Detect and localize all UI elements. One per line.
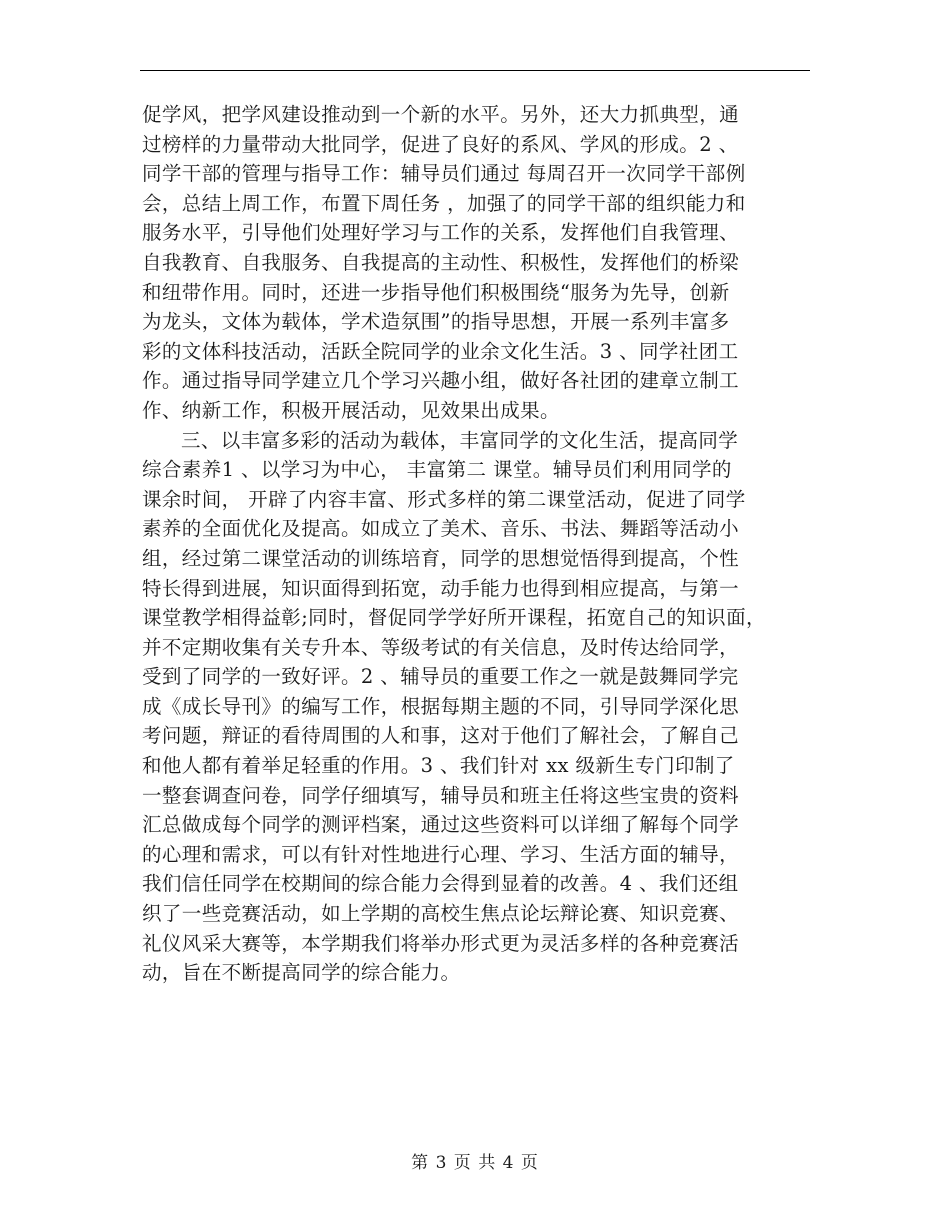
text-line: 并不定期收集有关专升本、等级考试的有关信息，及时传达给同学， bbox=[142, 635, 740, 659]
text-line: 一整套调查问卷，同学仔细填写，辅导员和班主任将这些宝贵的资料 bbox=[142, 783, 740, 807]
text-line: 和他人都有着举足轻重的作用。3 、我们针对 xx 级新生专门印制了 bbox=[142, 754, 735, 778]
text-line: 受到了同学的一致好评。2 、辅导员的重要工作之一就是鼓舞同学完 bbox=[142, 665, 739, 689]
text-line: 会，总结上周工作，布置下周任务 ，加强了的同学干部的组织能力和 bbox=[142, 191, 746, 215]
text-line: 成《成长导刊》的编写工作，根据每期主题的不同，引导同学深化思 bbox=[142, 694, 740, 718]
text-line: 服务水平，引导他们处理好学习与工作的关系，发挥他们自我管理、 bbox=[142, 221, 740, 245]
text-line: 礼仪风采大赛等，本学期我们将举办形式更为灵活多样的各种竞赛活 bbox=[142, 931, 740, 955]
text-line: 课堂教学相得益彰;同时，督促同学学好所开课程，拓宽自己的知识面， bbox=[142, 606, 766, 630]
text-line: 综合素养1 、以学习为中心， 丰富第二 课堂。辅导员们利用同学的 bbox=[142, 458, 732, 482]
text-line: 组，经过第二课堂活动的训练培育，同学的思想觉悟得到提高，个性 bbox=[142, 546, 740, 570]
text-line: 织了一些竞赛活动，如上学期的高校生焦点论坛辩论赛、知识竞赛、 bbox=[142, 902, 740, 926]
text-line: 和纽带作用。同时，还进一步指导他们积极围绕“服务为先导，创新 bbox=[142, 280, 730, 304]
text-line: 自我教育、自我服务、自我提高的主动性、积极性，发挥他们的桥梁 bbox=[142, 250, 740, 274]
text-line: 过榜样的力量带动大批同学，促进了良好的系风、学风的形成。2 、 bbox=[142, 132, 739, 156]
text-line: 素养的全面优化及提高。如成立了美术、音乐、书法、舞蹈等活动小 bbox=[142, 517, 740, 541]
header-rule bbox=[140, 70, 810, 71]
section-heading-line: 三、以丰富多彩的活动为载体，丰富同学的文化生活，提高同学 bbox=[181, 428, 739, 452]
text-line: 促学风，把学风建设推动到一个新的水平。另外，还大力抓典型，通 bbox=[142, 103, 740, 126]
text-line: 作。通过指导同学建立几个学习兴趣小组，做好各社团的建章立制工 bbox=[142, 369, 740, 393]
text-line: 我们信任同学在校期间的综合能力会得到显着的改善。4 、我们还组 bbox=[142, 872, 739, 896]
text-line: 课余时间， 开辟了内容丰富、形式多样的第二课堂活动，促进了同学 bbox=[142, 487, 746, 511]
page-footer: 第 3 页 共 4 页 bbox=[411, 1153, 539, 1173]
text-line: 作、纳新工作，积极开展活动，见效果出成果。 bbox=[142, 398, 560, 422]
text-line: 彩的文体科技活动，活跃全院同学的业余文化生活。3 、同学社团工 bbox=[142, 339, 739, 363]
text-line: 汇总做成每个同学的测评档案，通过这些资料可以详细了解每个同学 bbox=[142, 813, 740, 837]
body-text bbox=[142, 100, 814, 988]
text-line: 的心理和需求，可以有针对性地进行心理、学习、生活方面的辅导， bbox=[142, 842, 740, 866]
text-line: 特长得到进展，知识面得到拓宽，动手能力也得到相应提高，与第一 bbox=[142, 576, 740, 600]
text-line: 动，旨在不断提高同学的综合能力。 bbox=[142, 961, 461, 985]
text-line: 考问题，辩证的看待周围的人和事，这对于他们了解社会，了解自己 bbox=[142, 724, 740, 748]
text-line: 同学干部的管理与指导工作：辅导员们通过 每周召开一次同学干部例 bbox=[142, 162, 746, 186]
text-line: 为龙头，文体为载体，学术造氛围”的指导思想，开展一系列丰富多 bbox=[142, 310, 730, 334]
